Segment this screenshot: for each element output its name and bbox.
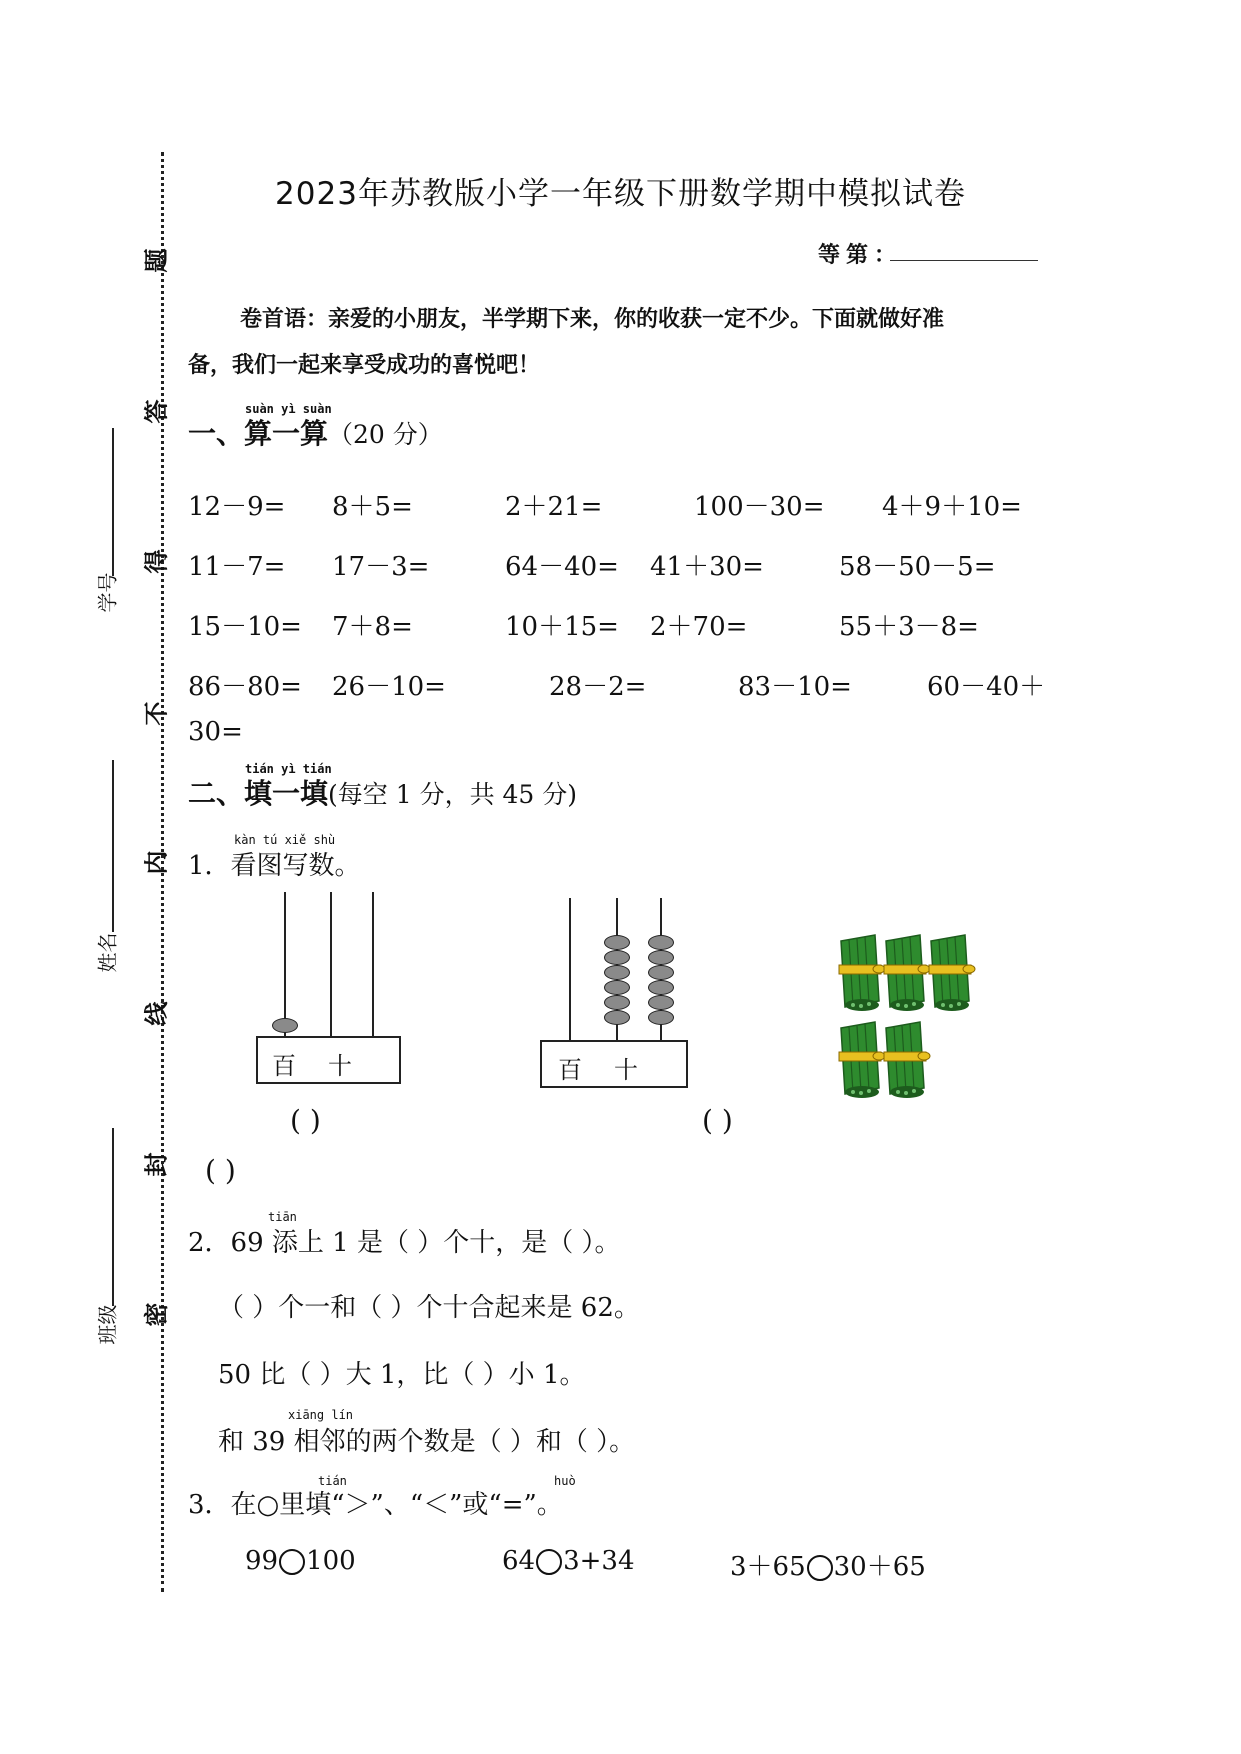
abacus-bead <box>648 935 674 950</box>
abacus-rod <box>330 892 332 1036</box>
q3-pinyin-tian: tián <box>318 1474 347 1488</box>
section2-score: (每空 1 分，共 45 分) <box>328 780 578 809</box>
stick-bundle <box>884 1022 930 1098</box>
answer-blank-2[interactable]: ( ) <box>702 1104 733 1137</box>
calc-item: 55＋3－8= <box>839 612 979 642</box>
calc-item: 2＋70= <box>650 612 748 642</box>
hundreds-label: 百 <box>558 1056 582 1084</box>
abacus-bead <box>604 980 630 995</box>
abacus-base <box>540 1040 688 1088</box>
compare-item <box>245 1546 356 1576</box>
compare-right: 3+34 <box>563 1546 635 1576</box>
calc-item-wrap: 30= <box>188 717 243 747</box>
tens-label: 十 <box>328 1052 352 1080</box>
calc-item: 41＋30= <box>650 552 764 582</box>
abacus-bead <box>604 1010 630 1025</box>
section1-score: （20 分） <box>328 420 443 449</box>
seal-char: 得 <box>141 549 171 574</box>
compare-left: 3＋65 <box>730 1552 806 1582</box>
q3-pinyin-huo: huò <box>554 1474 576 1488</box>
grade-blank[interactable] <box>890 260 1038 261</box>
calc-item: 83－10= <box>738 672 852 702</box>
q1-line <box>188 845 361 882</box>
calc-item: 60－40＋ <box>927 672 1046 702</box>
compare-left: 99 <box>245 1546 279 1576</box>
calc-item: 17－3= <box>332 552 430 582</box>
name-line <box>112 760 114 932</box>
q2-line-2[interactable]: （ ）个一和（ ）个十合起来是 62。 <box>218 1293 640 1323</box>
class-label: 班级 <box>95 1304 120 1345</box>
compare-circle[interactable] <box>807 1555 833 1581</box>
section1-heading <box>188 412 443 452</box>
compare-right: 30＋65 <box>833 1552 926 1582</box>
abacus-bead <box>604 995 630 1010</box>
compare-item <box>502 1546 635 1576</box>
abacus-bead <box>648 965 674 980</box>
calc-item: 4＋9＋10= <box>882 492 1022 522</box>
compare-left: 64 <box>502 1546 536 1576</box>
calc-item: 86－80= <box>188 672 302 702</box>
seal-char: 答 <box>141 399 171 424</box>
abacus-bead <box>648 980 674 995</box>
calc-item: 15－10= <box>188 612 302 642</box>
abacus-bead <box>648 950 674 965</box>
seal-char: 不 <box>141 701 171 726</box>
q3-line: 3．在○里填“＞”、“＜”或“=”。 <box>188 1490 563 1520</box>
abacus-bead <box>272 1018 298 1033</box>
q2-line-3[interactable]: 50 比（ ）大 1，比（ ）小 1。 <box>218 1360 586 1390</box>
compare-circle[interactable] <box>279 1549 305 1575</box>
calc-item: 8＋5= <box>332 492 413 522</box>
q1-text: 看图写数。 <box>230 851 361 881</box>
abacus-rod <box>372 892 374 1036</box>
seal-char: 题 <box>141 248 171 273</box>
section1-pinyin: suàn yì suàn <box>245 402 332 416</box>
compare-circle[interactable] <box>536 1549 562 1575</box>
seal-char: 线 <box>141 1001 171 1026</box>
calc-item: 28－2= <box>549 672 647 702</box>
seal-char: 内 <box>141 850 171 875</box>
calc-item: 11－7= <box>188 552 286 582</box>
intro-line-2: 备，我们一起来享受成功的喜悦吧！ <box>188 352 541 378</box>
name-label: 姓名 <box>95 932 120 973</box>
q2-line-1[interactable]: 2．69 添上 1 是（ ）个十，是（ ）。 <box>188 1228 621 1258</box>
abacus-rod <box>284 892 286 1036</box>
abacus-base <box>256 1036 401 1084</box>
q2-pinyin-4: xiāng lín <box>288 1408 354 1422</box>
section2-prefix: 二、 <box>188 777 245 810</box>
abacus-bead <box>604 950 630 965</box>
abacus-bead <box>648 995 674 1010</box>
intro-line-1: 卷首语：亲爱的小朋友，半学期下来，你的收获一定不少。下面就做好准 <box>240 306 945 332</box>
section2-heading <box>188 772 577 812</box>
seal-char: 密 <box>141 1302 171 1327</box>
class-line <box>112 1128 114 1306</box>
grade-label: 等第： <box>818 242 903 268</box>
hundreds-label: 百 <box>272 1052 296 1080</box>
calc-item: 100－30= <box>694 492 825 522</box>
q2-pinyin: tiān <box>268 1210 297 1224</box>
calc-item: 58－50－5= <box>839 552 996 582</box>
section1-prefix: 一、 <box>188 417 245 450</box>
seal-char: 封 <box>141 1152 171 1177</box>
calc-item: 2＋21= <box>505 492 603 522</box>
tens-label: 十 <box>614 1056 638 1084</box>
stick-bundle <box>839 935 885 1011</box>
abacus-rod <box>569 898 571 1040</box>
q1-number: 1． <box>188 851 231 881</box>
page-title: 2023年苏教版小学一年级下册数学期中模拟试卷 <box>275 176 966 212</box>
stick-bundles-image <box>835 930 985 1100</box>
calc-item: 7＋8= <box>332 612 413 642</box>
stick-bundle <box>839 1022 885 1098</box>
calc-item: 12－9= <box>188 492 286 522</box>
abacus-bead <box>648 1010 674 1025</box>
answer-blank-3[interactable]: ( ) <box>205 1154 236 1187</box>
calc-item: 10＋15= <box>505 612 619 642</box>
compare-item <box>730 1546 926 1583</box>
stick-bundle <box>884 935 930 1011</box>
calc-item: 26－10= <box>332 672 446 702</box>
q1-pinyin: kàn tú xiě shù <box>234 833 336 847</box>
q2-line-4[interactable]: 和 39 相邻的两个数是（ ）和（ ）。 <box>218 1427 636 1457</box>
section2-pinyin: tián yì tián <box>245 762 332 776</box>
abacus-bead <box>604 935 630 950</box>
student-no-label: 学号 <box>95 572 120 613</box>
student-no-line <box>112 428 114 576</box>
calc-item: 64－40= <box>505 552 619 582</box>
answer-blank-1[interactable]: ( ) <box>290 1104 321 1137</box>
abacus-bead <box>604 965 630 980</box>
section1-title: 算一算 <box>244 417 329 450</box>
section2-title: 填一填 <box>244 777 329 810</box>
stick-bundle <box>929 935 975 1011</box>
compare-right: 100 <box>306 1546 356 1576</box>
